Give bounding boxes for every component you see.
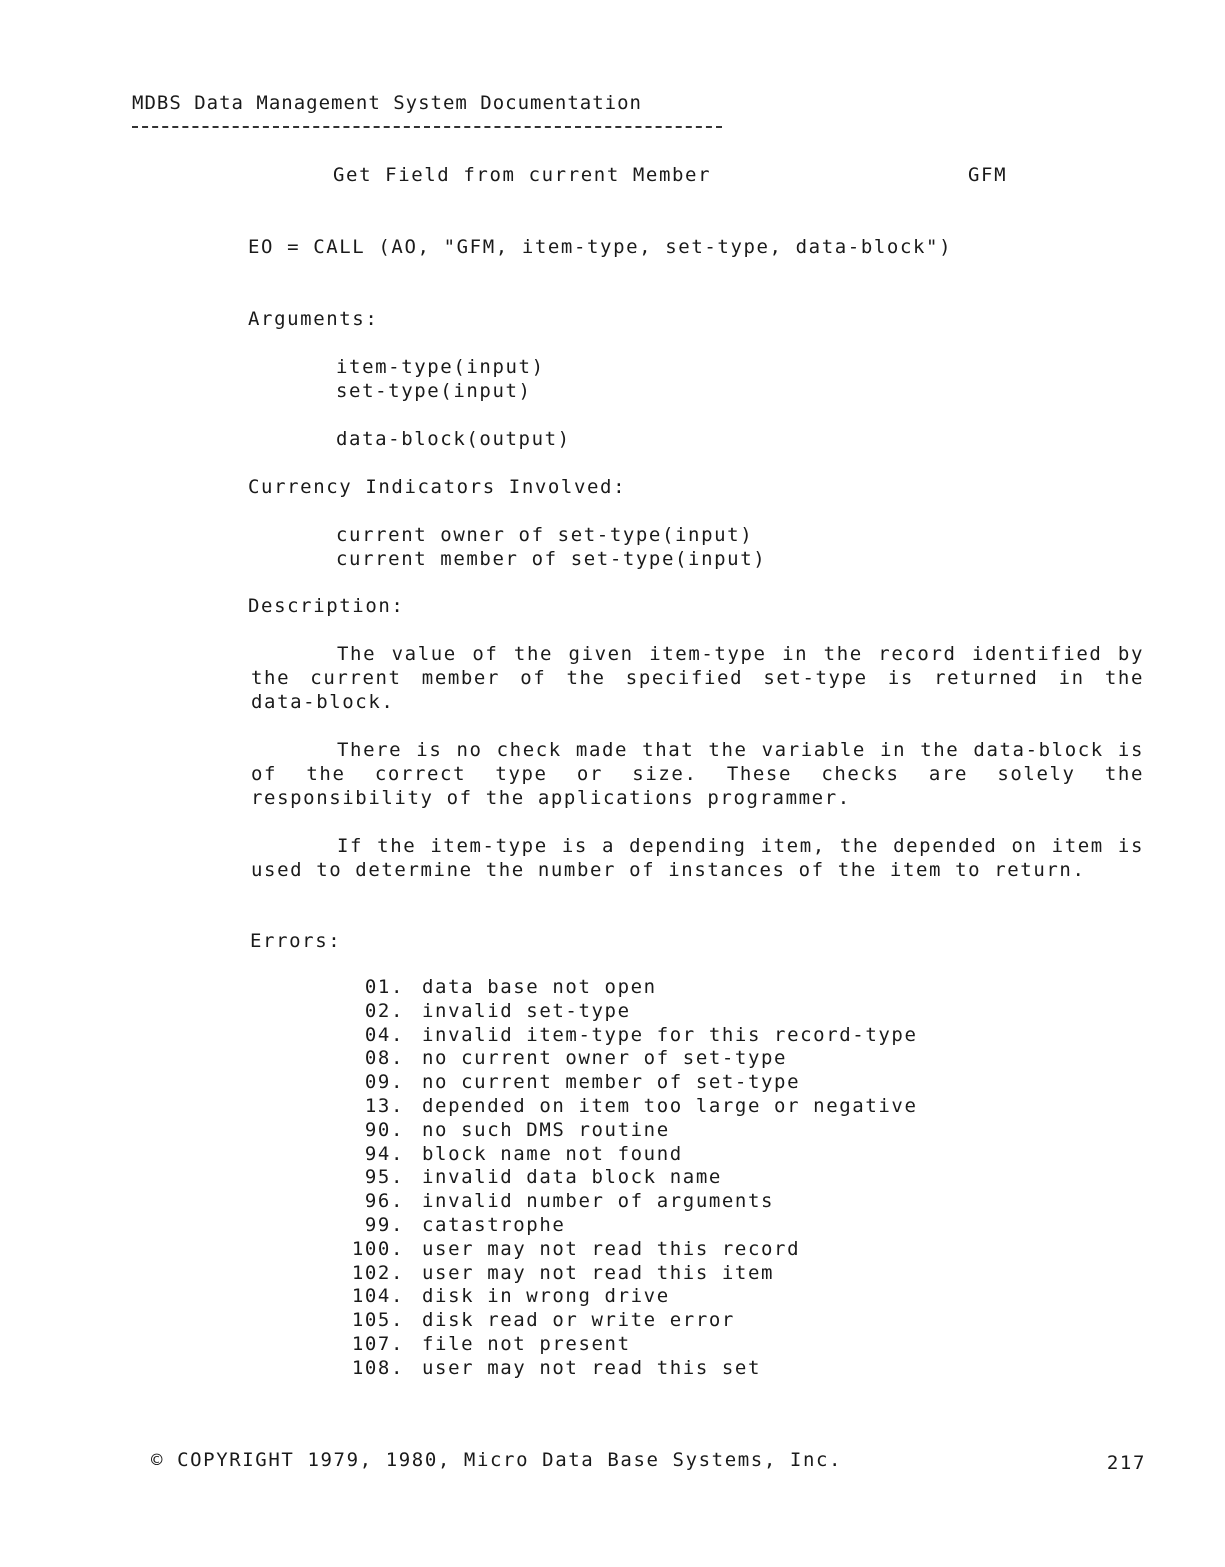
argument-item: set-type(input) (336, 380, 532, 402)
error-code: 09. (364, 1071, 404, 1094)
error-row (336, 1047, 917, 1071)
error-text: user may not read this set (422, 1356, 762, 1379)
errors-list (336, 976, 917, 1381)
error-row (336, 1238, 917, 1262)
error-text: invalid number of arguments (422, 1190, 775, 1213)
routine-code: GFM (968, 164, 1008, 186)
description-paragraph: There is no check made that the variable in the data-block is of the correct type or size. These checks are solely the responsibility of the applications programmer. (251, 739, 1144, 809)
footer-copyright: © COPYRIGHT 1979, 1980, Micro Data Base Systems, Inc. (151, 1449, 843, 1471)
error-code: 90. (364, 1118, 404, 1141)
error-row (336, 1119, 917, 1143)
error-code: 04. (364, 1023, 404, 1046)
routine-name: Get Field from current Member (333, 164, 712, 186)
error-text: data base not open (422, 976, 657, 998)
error-code: 94. (364, 1142, 404, 1165)
error-row (336, 1166, 917, 1190)
error-text: catastrophe (422, 1213, 566, 1236)
arguments-heading: Arguments: (248, 308, 379, 330)
call-syntax: EO = CALL (AO, "GFM, item-type, set-type, data-block") (248, 236, 953, 258)
description-heading: Description: (248, 595, 405, 617)
error-row (336, 976, 917, 1000)
error-code: 100. (351, 1237, 404, 1260)
error-code: 96. (364, 1190, 404, 1213)
description-paragraph: The value of the given item-type in the record identified by the current member of the specified set-type is returned in the data-block. (251, 643, 1144, 713)
currency-item: current owner of set-type(input) (336, 524, 754, 546)
error-code: 99. (364, 1213, 404, 1236)
error-text: no such DMS routine (422, 1118, 670, 1141)
document-header-title: MDBS Data Management System Documentation (132, 92, 642, 114)
description-paragraph: If the item-type is a depending item, the depended on item is used to determine the number of instances of the item to return. (251, 835, 1144, 881)
error-text: depended on item too large or negative (422, 1094, 918, 1117)
error-text: disk in wrong drive (422, 1285, 670, 1308)
error-code: 102. (351, 1261, 404, 1284)
error-text: user may not read this record (422, 1237, 801, 1260)
error-row (336, 1071, 917, 1095)
error-text: block name not found (422, 1142, 683, 1165)
error-code: 02. (364, 999, 404, 1022)
error-text: disk read or write error (422, 1309, 735, 1332)
error-text: invalid item-type for this record-type (422, 1023, 918, 1046)
page-number: 217 (1106, 1452, 1146, 1474)
error-text: no current member of set-type (422, 1071, 801, 1094)
error-row (336, 1309, 917, 1333)
error-code: 108. (351, 1356, 404, 1379)
error-row (336, 1000, 917, 1024)
error-row (336, 1095, 917, 1119)
error-text: invalid set-type (422, 999, 631, 1022)
error-code: 08. (364, 1047, 404, 1070)
error-text: file not present (422, 1332, 631, 1355)
argument-item: item-type(input) (336, 356, 545, 378)
error-text: no current owner of set-type (422, 1047, 788, 1070)
error-row (336, 1190, 917, 1214)
error-row (336, 1214, 917, 1238)
error-text: user may not read this item (422, 1261, 775, 1284)
error-code: 01. (364, 976, 404, 998)
error-row (336, 1357, 917, 1381)
currency-item: current member of set-type(input) (336, 548, 767, 570)
errors-heading: Errors: (250, 930, 342, 952)
error-row (336, 1285, 917, 1309)
error-row (336, 1262, 917, 1286)
error-row (336, 1143, 917, 1167)
argument-item: data-block(output) (336, 428, 571, 450)
error-row (336, 1333, 917, 1357)
error-code: 95. (364, 1166, 404, 1189)
error-text: invalid data block name (422, 1166, 722, 1189)
error-code: 104. (351, 1285, 404, 1308)
error-code: 105. (351, 1309, 404, 1332)
currency-heading: Currency Indicators Involved: (248, 476, 627, 498)
error-row (336, 1024, 917, 1048)
error-code: 107. (351, 1332, 404, 1355)
error-code: 13. (364, 1094, 404, 1117)
header-rule (132, 126, 722, 128)
